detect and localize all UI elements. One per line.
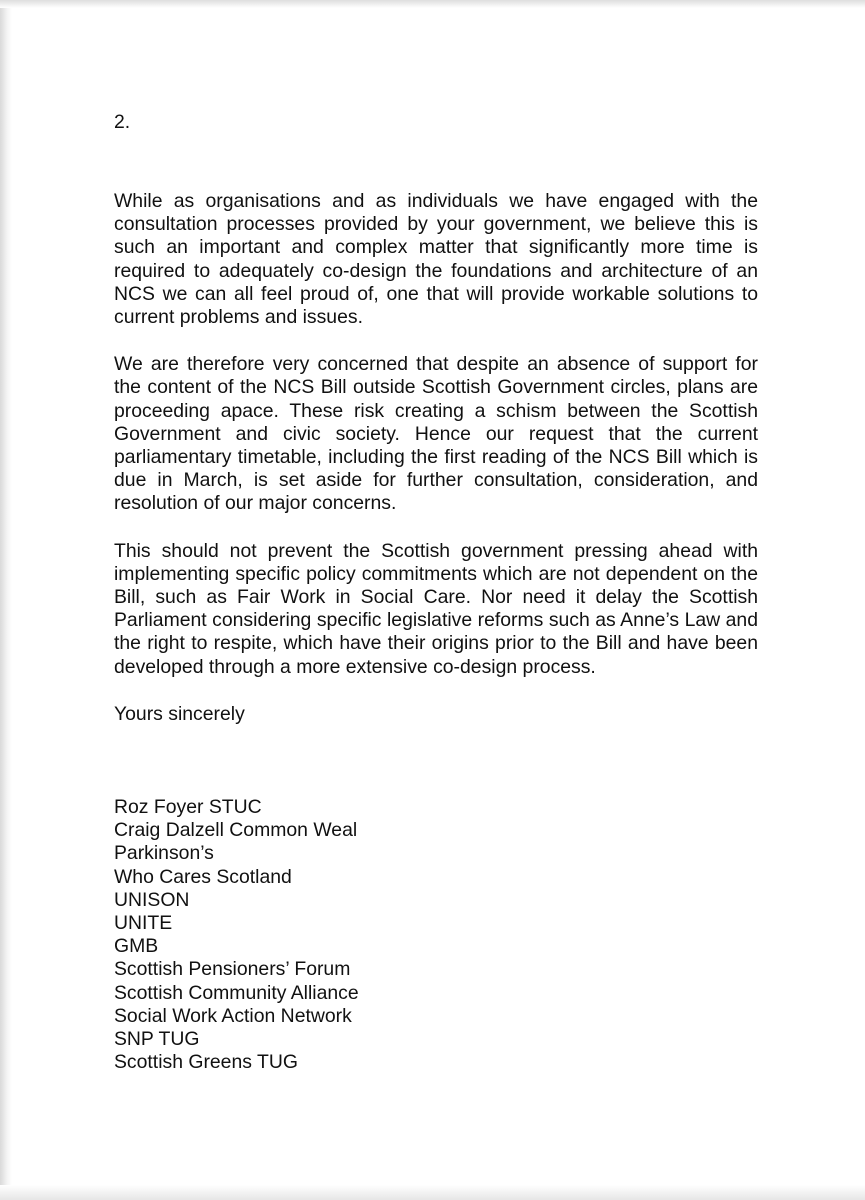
page-shadow-left — [0, 0, 12, 1200]
page-shadow-bottom — [0, 1185, 865, 1200]
signatory-list — [114, 796, 758, 1074]
paragraph-policy: This should not prevent the Scottish government pressing ahead with implementing specific policy commitments which are not dependent on the Bill, such as Fair Work in Social Care. Nor need it delay the Scottish Parliament considering specific legislative reforms such as Anne’s Law and the right to respite, which have their origins prior to the Bill and have been developed through a more extensive co-design process. — [114, 539, 758, 678]
signatory: Who Cares Scotland — [114, 865, 292, 888]
signatory: Parkinson’s — [114, 842, 214, 865]
signatory: Craig Dalzell Common Weal — [114, 819, 358, 842]
signatory: UNITE — [114, 912, 173, 934]
letter-body — [114, 111, 758, 1074]
signatory: UNISON — [114, 888, 190, 911]
signatory: Roz Foyer STUC — [114, 796, 262, 819]
closing-salutation: Yours sincerely — [114, 702, 245, 725]
signatory: GMB — [114, 935, 159, 958]
page-number: 2. — [114, 111, 131, 133]
page-shadow-top — [0, 0, 865, 8]
signatory: Social Work Action Network — [114, 1004, 352, 1027]
signatory: Scottish Greens TUG — [114, 1051, 298, 1074]
signatory: Scottish Community Alliance — [114, 981, 359, 1004]
signatory: Scottish Pensioners’ Forum — [114, 958, 351, 981]
paragraph-consultation: While as organisations and as individuals we have engaged with the consultation processes provided by your government, we believe this is such an important and complex matter that significantly more time is required to adequately co-design the foundations and architecture of an NCS we can all feel proud of, one that will provide workable solutions to current problems and issues. — [114, 190, 758, 329]
signatory: SNP TUG — [114, 1027, 200, 1050]
paragraph-concerns: We are therefore very concerned that despite an absence of support for the content of the NCS Bill outside Scottish Government circles, plans are proceeding apace. These risk creating a schism between the Scottish Government and civic society. Hence our request that the current parliamentary timetable, including the first reading of the NCS Bill which is due in March, is set aside for further consultation, consideration, and resolution of our major concerns. — [114, 353, 758, 515]
